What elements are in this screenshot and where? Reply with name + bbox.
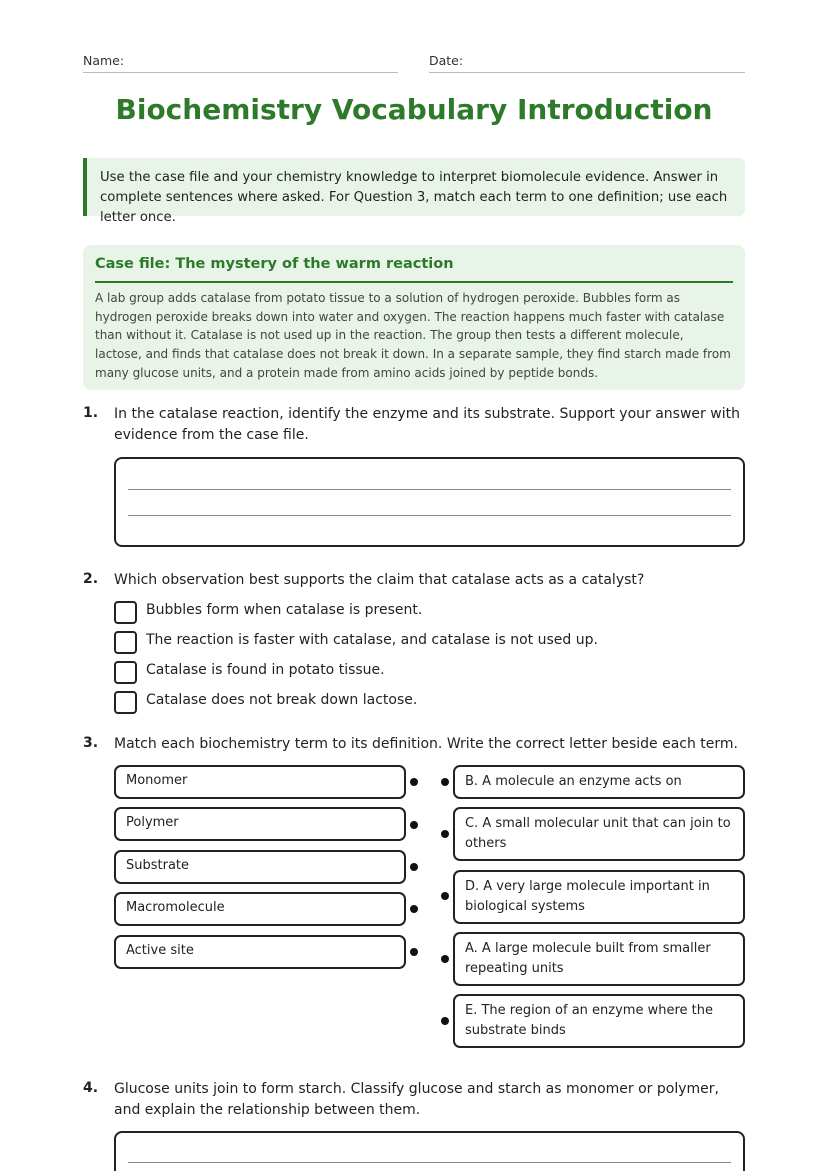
question-2-text: Which observation best supports the claim that catalase acts as a catalyst? (114, 572, 645, 588)
instructions-panel (83, 158, 745, 225)
question-4-text: Glucose units join to form starch. Classify glucose and starch as monomer or polymer, and explain the relationship between them. (114, 1081, 719, 1118)
definition-connector-dot[interactable] (441, 892, 449, 900)
match-definition-box[interactable] (453, 870, 745, 924)
answer-line (128, 1162, 731, 1163)
match-term-label: Active site (126, 943, 194, 958)
date-label: Date: (429, 53, 464, 68)
header-fields (83, 50, 745, 74)
definition-connector-dot[interactable] (441, 955, 449, 963)
match-definition-box[interactable] (453, 765, 745, 799)
question-3-text: Match each biochemistry term to its definition. Write the correct letter beside each term. (114, 736, 738, 752)
match-term-label: Polymer (126, 815, 179, 830)
option-label: Catalase is found in potato tissue. (146, 662, 385, 678)
term-connector-dot[interactable] (410, 905, 418, 913)
definition-connector-dot[interactable] (441, 778, 449, 786)
question-1-number: 1. (83, 405, 99, 421)
case-file-panel (83, 245, 745, 390)
case-file-title: Case file: The mystery of the warm reaction (95, 256, 733, 283)
match-term-box[interactable] (114, 765, 406, 799)
option-checkbox[interactable] (114, 661, 137, 684)
question-2-number: 2. (83, 571, 99, 587)
match-term-box[interactable] (114, 892, 406, 926)
instructions-text: Use the case file and your chemistry knowledge to interpret biomolecule evidence. Answer in complete sentences where asked. For Question 3, match each term to one definition; use each letter once. (100, 170, 728, 225)
answer-line (128, 489, 731, 490)
match-definition-box[interactable] (453, 932, 745, 986)
term-connector-dot[interactable] (410, 863, 418, 871)
option-checkbox[interactable] (114, 631, 137, 654)
option-label: Bubbles form when catalase is present. (146, 602, 423, 618)
match-definition-label: C. A small molecular unit that can join to others (465, 816, 731, 851)
question-4-number: 4. (83, 1080, 99, 1096)
term-connector-dot[interactable] (410, 821, 418, 829)
match-definition-label: A. A large molecule built from smaller repeating units (465, 941, 711, 976)
option-checkbox[interactable] (114, 691, 137, 714)
match-definition-box[interactable] (453, 994, 745, 1048)
match-definition-label: B. A molecule an enzyme acts on (465, 774, 682, 789)
option-label: The reaction is faster with catalase, and catalase is not used up. (146, 632, 598, 648)
option-checkbox[interactable] (114, 601, 137, 624)
question-1-text: In the catalase reaction, identify the enzyme and its substrate. Support your answer with evidence from the case file. (114, 406, 740, 443)
case-file-text: A lab group adds catalase from potato tissue to a solution of hydrogen peroxide. Bubbles form as hydrogen peroxide breaks down into water and oxygen. The reaction happens much faster with catalase than without it. Catalase is not used up in the reaction. The group then tests a different molecule, lactose, and finds that catalase does not break it down. In a separate sample, they find starch made from many glucose units, and a protein made from amino acids joined by peptide bonds. (95, 291, 731, 380)
definition-connector-dot[interactable] (441, 1017, 449, 1025)
match-term-box[interactable] (114, 935, 406, 969)
match-term-label: Macromolecule (126, 900, 225, 915)
page-title: Biochemistry Vocabulary Introduction (115, 93, 713, 126)
match-definition-label: D. A very large molecule important in biological systems (465, 879, 710, 914)
match-term-box[interactable] (114, 850, 406, 884)
match-term-label: Monomer (126, 773, 188, 788)
term-connector-dot[interactable] (410, 778, 418, 786)
question-4-answer-box[interactable] (114, 1131, 745, 1171)
match-definition-label: E. The region of an enzyme where the substrate binds (465, 1003, 713, 1038)
name-field[interactable] (83, 50, 398, 73)
definition-connector-dot[interactable] (441, 830, 449, 838)
match-definition-box[interactable] (453, 807, 745, 861)
date-field[interactable] (429, 50, 745, 73)
match-term-label: Substrate (126, 858, 190, 873)
match-term-box[interactable] (114, 807, 406, 841)
question-1-answer-box[interactable] (114, 457, 745, 547)
name-label: Name: (83, 53, 125, 68)
term-connector-dot[interactable] (410, 948, 418, 956)
option-label: Catalase does not break down lactose. (146, 692, 418, 708)
question-3-number: 3. (83, 735, 99, 751)
answer-line (128, 515, 731, 516)
